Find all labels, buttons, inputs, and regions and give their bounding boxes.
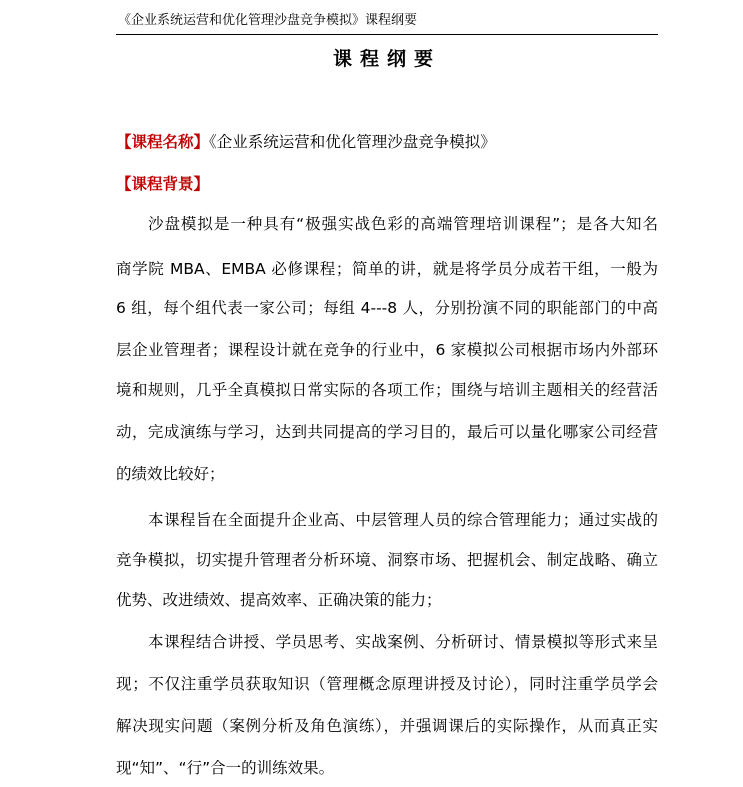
paragraph1-line: 动，完成演练与学习，达到共同提高的学习目的，最后可以量化哪家公司经营 xyxy=(116,423,658,441)
paragraph3-line: 本课程结合讲授、学员思考、实战案例、分析研讨、情景模拟等形式来呈 xyxy=(148,633,658,651)
paragraph2-line: 本课程旨在全面提升企业高、中层管理人员的综合管理能力；通过实战的 xyxy=(148,511,658,529)
paragraph1-line: 境和规则，几乎全真模拟日常实际的各项工作；围绕与培训主题相关的经营活 xyxy=(116,381,658,399)
paragraph3-line: 解决现实问题（案例分析及角色演练），并强调课后的实际操作，从而真正实 xyxy=(116,717,658,735)
course-name-label: 【课程名称】 xyxy=(116,133,210,151)
paragraph3-line: 现；不仅注重学员获取知识（管理概念原理讲授及讨论），同时注重学员学会 xyxy=(116,675,658,693)
page-title: 课程纲要 xyxy=(332,48,441,70)
paragraph1-line: 沙盘模拟是一种具有“极强实战色彩的高端管理培训课程”；是各大知名 xyxy=(148,215,658,233)
paragraph1-line: 6 组，每个组代表一家公司；每组 4---8 人，分别扮演不同的职能部门的中高 xyxy=(116,299,658,317)
course-name-line xyxy=(116,132,658,152)
running-header: 《企业系统运营和优化管理沙盘竞争模拟》课程纲要 xyxy=(118,13,418,28)
background-label: 【课程背景】 xyxy=(116,175,210,193)
header-rule xyxy=(116,34,658,35)
paragraph2-line: 优势、改进绩效、提高效率、正确决策的能力； xyxy=(116,591,442,609)
paragraph3-line: 现“知”、“行”合一的训练效果。 xyxy=(116,759,335,777)
paragraph1-line: 商学院 MBA、EMBA 必修课程；简单的讲，就是将学员分成若干组，一般为 xyxy=(116,260,658,278)
paragraph1-line: 层企业管理者；课程设计就在竞争的行业中，6 家模拟公司根据市场内外部环 xyxy=(116,341,658,359)
background-heading xyxy=(116,174,658,194)
course-name-value: 《企业系统运营和优化管理沙盘竞争模拟》 xyxy=(209,133,496,151)
paragraph2-line: 竞争模拟，切实提升管理者分析环境、洞察市场、把握机会、制定战略、确立 xyxy=(116,551,658,569)
paragraph1-line: 的绩效比较好； xyxy=(116,465,225,483)
